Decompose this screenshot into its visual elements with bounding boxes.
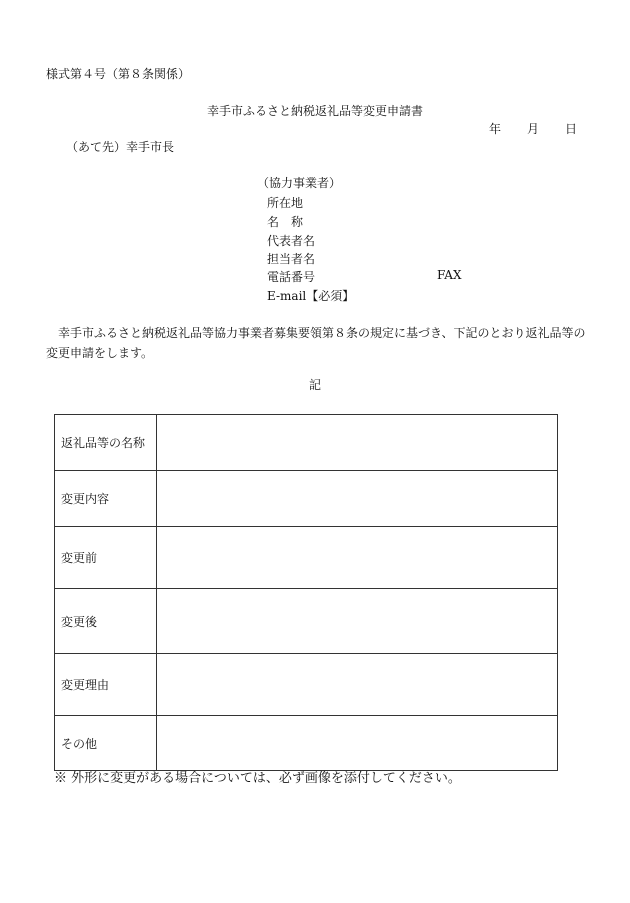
- table-row: [55, 527, 558, 589]
- table-row: [55, 471, 558, 527]
- row-label-other: その他: [55, 716, 157, 771]
- field-representative-label: 代表者名: [267, 234, 316, 248]
- field-address-label: 所在地: [267, 196, 304, 210]
- row-value-change-content[interactable]: [157, 471, 558, 527]
- table-row: [55, 654, 558, 716]
- row-label-item-name: 返礼品等の名称: [55, 415, 157, 471]
- field-phone-label: 電話番号: [267, 270, 316, 284]
- field-staff-label: 担当者名: [267, 252, 316, 266]
- document-title: 幸手市ふるさと納税返礼品等変更申請書: [206, 104, 423, 118]
- row-value-reason[interactable]: [157, 654, 558, 716]
- table-row: [55, 415, 558, 471]
- table-row: [55, 589, 558, 654]
- image-attachment-note: ※ 外形に変更がある場合については、必ず画像を添付してください。: [54, 771, 461, 786]
- row-label-after: 変更後: [55, 589, 157, 654]
- row-value-after[interactable]: [157, 589, 558, 654]
- field-name-label: 名 称: [267, 215, 304, 229]
- form-number: 様式第４号（第８条関係）: [46, 67, 191, 81]
- row-value-item-name[interactable]: [157, 415, 558, 471]
- row-label-change-content: 変更内容: [55, 471, 157, 527]
- field-email-label: E-mail【必須】: [267, 289, 355, 303]
- date-year-label: 年: [489, 122, 502, 136]
- field-fax-label: FAX: [437, 268, 462, 282]
- application-statement: 幸手市ふるさと納税返礼品等協力事業者募集要領第８条の規定に基づき、下記のとおり返礼品等の変更申請をします。: [46, 326, 586, 360]
- table-row: [55, 716, 558, 771]
- row-value-other[interactable]: [157, 716, 558, 771]
- addressee: （あて先）幸手市長: [66, 140, 175, 154]
- applicant-heading: （協力事業者）: [257, 176, 342, 190]
- ki-heading: 記: [308, 378, 321, 392]
- change-details-table: [54, 414, 558, 771]
- row-label-before: 変更前: [55, 527, 157, 589]
- date-day-label: 日: [565, 122, 578, 136]
- row-value-before[interactable]: [157, 527, 558, 589]
- row-label-reason: 変更理由: [55, 654, 157, 716]
- date-month-label: 月: [527, 122, 540, 136]
